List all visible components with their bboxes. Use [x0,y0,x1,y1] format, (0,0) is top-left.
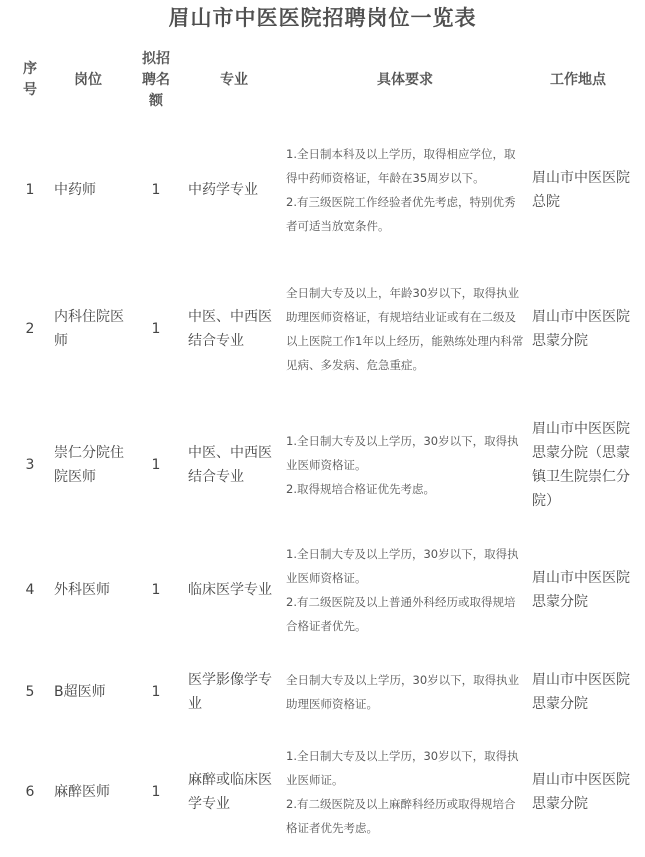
position-name: B超医师 [54,684,106,700]
work-location: 眉山市中医医院总院 [532,170,630,210]
work-location: 眉山市中医医院思蒙分院（思蒙镇卫生院崇仁分院） [532,420,630,509]
page-title: 眉山市中医医院招聘岗位一览表 [168,5,477,30]
work-location: 眉山市中医医院思蒙分院 [532,308,630,349]
header-requirements: 具体要求 [377,72,433,88]
header-location: 工作地点 [550,71,606,88]
position-name: 中药师 [54,182,96,198]
major-name: 麻醉或临床医学专业 [188,772,272,812]
row-number: 3 [25,456,35,473]
requirement-line: 1.全日制本科及以上学历，取得相应学位，取得中药师资格证，年龄在35周岁以下。 [286,147,516,185]
table-header-row [12,40,632,120]
quota-count: 1 [151,456,161,473]
header-major: 专业 [220,71,248,88]
requirement-line: 1.全日制大专及以上学历，30岁以下，取得执业医师证。 [286,749,519,787]
position-name: 内科住院医师 [54,308,124,349]
requirement-line: 2.取得规培合格证优先考虑。 [286,481,435,496]
position-name: 外科医师 [54,581,110,598]
major-name: 中药学专业 [188,182,258,198]
row-number: 6 [25,784,35,800]
table-row [12,737,632,847]
work-location: 眉山市中医医院思蒙分院 [532,569,630,610]
quota-count: 1 [151,581,161,598]
requirements-cell [284,647,524,737]
header-quota: 拟招聘名额 [142,50,170,109]
requirements-cell [284,737,524,847]
quota-count: 1 [151,182,161,198]
requirement-line: 2.有二级医院及以上麻醉科经历或取得规培合格证者优先考虑。 [286,797,516,835]
quota-count: 1 [151,320,161,337]
table-row [12,647,632,737]
major-name: 医学影像学专业 [188,672,272,712]
requirement-line: 1.全日制大专及以上学历，30岁以下，取得执业医师资格证。 [286,433,519,472]
table-row [12,260,632,397]
requirement-line: 2.有三级医院工作经验者优先考虑，特别优秀者可适当放宽条件。 [286,195,516,233]
work-location: 眉山市中医医院思蒙分院 [532,672,630,712]
recruitment-table [12,40,632,847]
requirement-line: 全日制大专及以上学历，30岁以下，取得执业助理医师资格证。 [286,673,520,711]
requirements-cell [284,260,524,397]
requirements-cell [284,120,524,260]
header-no: 序号 [23,61,37,98]
requirements-cell [284,532,524,647]
major-name: 中医、中西医结合专业 [188,308,272,349]
quota-count: 1 [151,684,161,700]
quota-count: 1 [151,784,161,800]
table-row [12,397,632,532]
table-row [12,120,632,260]
table-row [12,532,632,647]
major-name: 临床医学专业 [188,581,272,598]
major-name: 中医、中西医结合专业 [188,444,272,485]
row-number: 4 [25,581,35,598]
requirement-line: 1.全日制大专及以上学历，30岁以下，取得执业医师资格证。 [286,546,519,585]
position-name: 崇仁分院住院医师 [54,444,124,485]
position-name: 麻醉医师 [54,784,110,800]
requirements-cell [284,397,524,532]
row-number: 2 [25,320,35,337]
requirement-line: 全日制大专及以上，年龄30岁以下，取得执业助理医师资格证，有规培结业证或有在二级及以上医院工作1年以上经历，能熟练处理内科常见病、多发病、危急重症。 [286,285,524,372]
header-position: 岗位 [74,71,102,88]
row-number: 5 [25,684,35,700]
row-number: 1 [25,182,35,198]
requirement-line: 2.有二级医院及以上普通外科经历或取得规培合格证者优先。 [286,594,516,633]
work-location: 眉山市中医医院思蒙分院 [532,772,630,812]
